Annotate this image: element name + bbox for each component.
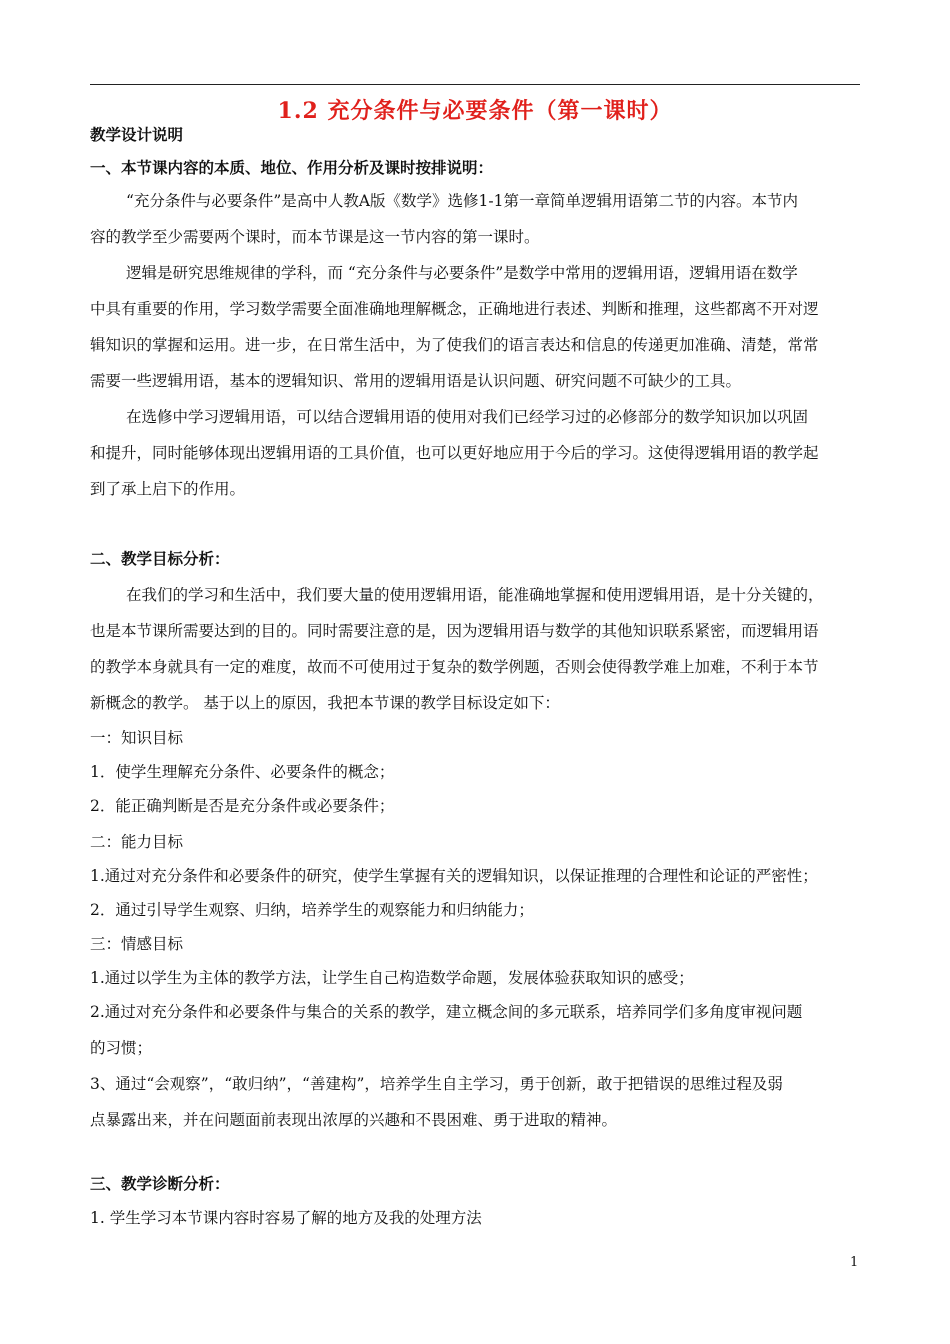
paragraph-line: 中具有重要的作用，学习数学需要全面准确地理解概念，正确地进行表述、判断和推理，这些都离不开对逻 [90, 300, 819, 318]
paragraph-line: 的教学本身就具有一定的难度，故而不可使用过于复杂的数学例题，否则会使得教学难上加难，不利于本节 [90, 658, 819, 676]
list-item: 的习惯； [90, 1039, 153, 1057]
paragraph-line: “充分条件与必要条件”是高中人教A版《数学》选修1-1第一章简单逻辑用语第二节的内容。本节内 [126, 192, 799, 210]
list-item: 2．能正确判断是否是充分条件或必要条件； [90, 797, 395, 815]
section2-heading: 二、教学目标分析： [90, 550, 230, 568]
list-item: 2.通过对充分条件和必要条件与集合的关系的教学，建立概念间的多元联系，培养同学们多角度审视问题 [90, 1003, 803, 1021]
page-number: 1 [850, 1255, 859, 1270]
paragraph-line: 辑知识的掌握和运用。进一步，在日常生活中，为了使我们的语言表达和信息的传递更加准确、清楚，常常 [90, 336, 819, 354]
paragraph-line: 需要一些逻辑用语，基本的逻辑知识、常用的逻辑用语是认识问题、研究问题不可缺少的工具。 [90, 372, 742, 390]
paragraph-line: 容的教学至少需要两个课时，而本节课是这一节内容的第一课时。 [90, 228, 540, 246]
list-item: 点暴露出来，并在问题面前表现出浓厚的兴趣和不畏困难、勇于进取的精神。 [90, 1111, 618, 1129]
header-rule [90, 84, 860, 85]
list-item: 1．使学生理解充分条件、必要条件的概念； [90, 763, 395, 781]
list-item: 1.通过对充分条件和必要条件的研究，使学生掌握有关的逻辑知识，以保证推理的合理性和论证的严密性； [90, 867, 818, 885]
goal-knowledge-title: 一：知识目标 [90, 729, 184, 747]
paragraph-line: 逻辑是研究思维规律的学科，而 “充分条件与必要条件”是数学中常用的逻辑用语，逻辑用语在数学 [126, 264, 798, 282]
paragraph-line: 也是本节课所需要达到的目的。同时需要注意的是，因为逻辑用语与数学的其他知识联系紧密，而逻辑用语 [90, 622, 819, 640]
paragraph-line: 新概念的教学。 基于以上的原因，我把本节课的教学目标设定如下： [90, 694, 560, 712]
goal-emotion-title: 三：情感目标 [90, 935, 184, 953]
paragraph-line: 到了承上启下的作用。 [90, 480, 246, 498]
list-item: 1. 学生学习本节课内容时容易了解的地方及我的处理方法 [90, 1209, 482, 1227]
section3-heading: 三、教学诊断分析： [90, 1175, 230, 1193]
page-title: 1.2 充分条件与必要条件（第一课时） [277, 98, 673, 124]
design-heading: 教学设计说明 [90, 126, 184, 144]
paragraph-line: 在选修中学习逻辑用语，可以结合逻辑用语的使用对我们已经学习过的必修部分的数学知识加以巩固 [126, 408, 809, 426]
section1-heading: 一、本节课内容的本质、地位、作用分析及课时按排说明： [90, 159, 494, 177]
list-item: 1.通过以学生为主体的教学方法，让学生自己构造数学命题，发展体验获取知识的感受； [90, 969, 694, 987]
list-item: 3、通过“会观察”，“敢归纳”，“善建构”，培养学生自主学习，勇于创新，敢于把错误的思维过程及弱 [90, 1075, 783, 1093]
paragraph-line: 和提升，同时能够体现出逻辑用语的工具价值，也可以更好地应用于今后的学习。这使得逻辑用语的教学起 [90, 444, 819, 462]
paragraph-line: 在我们的学习和生活中，我们要大量的使用逻辑用语，能准确地掌握和使用逻辑用语，是十分关键的， [126, 586, 824, 604]
list-item: 2．通过引导学生观察、归纳，培养学生的观察能力和归纳能力； [90, 901, 534, 919]
goal-ability-title: 二：能力目标 [90, 833, 184, 851]
